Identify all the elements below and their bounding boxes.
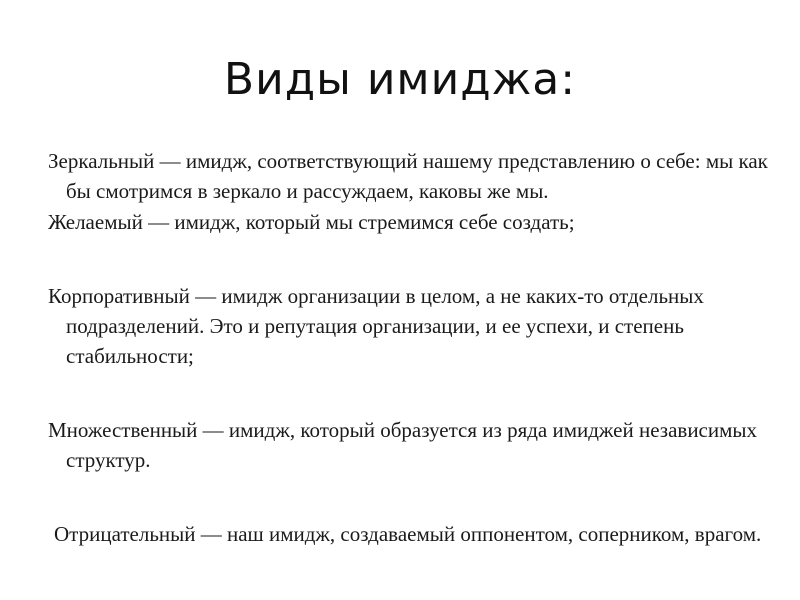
list-item-mirror: Зеркальный — имидж, соответствующий нашему представлению о себе: мы как бы смотримся в зеркало и рассуждаем, каковы же мы. xyxy=(48,149,768,203)
list-item-desired: Желаемый — имидж, который мы стремимся себе создать; xyxy=(48,210,575,234)
slide-title: Виды имиджа: xyxy=(223,54,577,105)
list-item-corporate: Корпоративный — имидж организации в целом, а не каких-то отдельных подразделений. Это и репутация организации, и ее успехи, и степень стабильности; xyxy=(48,284,704,368)
list-item-negative: Отрицательный — наш имидж, создаваемый оппонентом, соперником, врагом. xyxy=(54,522,762,546)
list-item-multiple: Множественный — имидж, который образуется из ряда имиджей независимых структур. xyxy=(48,418,758,472)
slide-content xyxy=(48,146,783,549)
